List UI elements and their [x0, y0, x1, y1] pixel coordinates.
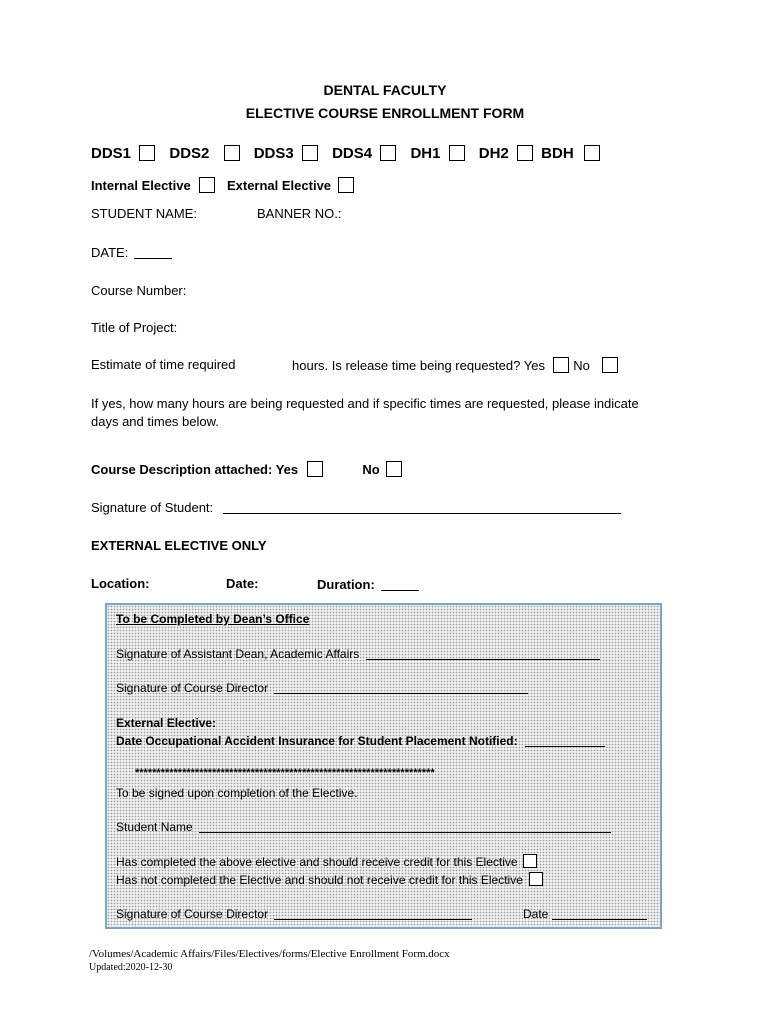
final-date-label: Date	[523, 907, 549, 921]
dean-student-name-row	[116, 820, 611, 834]
release-no-label: No	[573, 358, 590, 373]
duration-field	[317, 576, 419, 592]
program-dds3-label: DDS3	[253, 145, 294, 162]
form-title-line1: DENTAL FACULTY	[323, 82, 447, 98]
has-completed-row	[116, 854, 537, 869]
release-time-question: hours. Is release time being requested? Yes	[292, 358, 545, 373]
date-field	[91, 244, 172, 260]
has-not-completed-checkbox[interactable]	[529, 872, 543, 886]
assistant-dean-signature-line[interactable]	[366, 647, 600, 660]
external-elective-checkbox[interactable]	[338, 177, 354, 193]
program-dds1-checkbox[interactable]	[139, 145, 155, 161]
has-completed-label: Has completed the above elective and should receive credit for this Elective	[116, 855, 518, 869]
course-director-signature-line[interactable]	[274, 681, 528, 694]
duration-input-line[interactable]	[381, 576, 419, 591]
program-dds1-label: DDS1	[91, 145, 132, 162]
dean-student-name-line[interactable]	[199, 820, 611, 833]
program-dh1-checkbox[interactable]	[449, 145, 465, 161]
program-bdh-label: BDH	[541, 145, 574, 162]
internal-elective-label: Internal Elective	[91, 178, 191, 193]
release-yes-checkbox[interactable]	[553, 357, 569, 373]
student-signature-line[interactable]	[223, 499, 621, 514]
if-yes-text-line2: days and times below.	[91, 414, 219, 429]
insurance-date-line[interactable]	[525, 734, 605, 747]
footer-updated: Updated:2020-12-30	[89, 962, 173, 973]
has-completed-checkbox[interactable]	[523, 854, 537, 868]
banner-no-label: BANNER NO.:	[257, 206, 342, 221]
student-signature-row	[91, 499, 621, 515]
release-no-checkbox[interactable]	[602, 357, 618, 373]
location-label: Location:	[91, 576, 150, 591]
release-time-row	[292, 357, 618, 373]
course-description-row	[91, 461, 402, 477]
date-input-line[interactable]	[134, 244, 172, 259]
external-date-label: Date:	[226, 576, 259, 591]
course-director-signature-label: Signature of Course Director	[116, 681, 269, 695]
assistant-dean-signature-label: Signature of Assistant Dean, Academic Affairs	[116, 647, 360, 661]
final-course-director-signature-label: Signature of Course Director	[116, 907, 269, 921]
final-date-line[interactable]	[552, 907, 647, 920]
insurance-label: Date Occupational Accident Insurance for Student Placement Notified:	[116, 734, 518, 748]
elective-type-row	[91, 177, 354, 193]
final-date-row	[523, 907, 647, 921]
final-course-director-signature-row	[116, 907, 472, 921]
date-label: DATE:	[91, 245, 129, 260]
program-dh2-label: DH2	[478, 145, 509, 162]
final-course-director-signature-line[interactable]	[274, 907, 472, 920]
insurance-row	[116, 734, 605, 748]
form-title-line2: ELECTIVE COURSE ENROLLMENT FORM	[245, 105, 525, 121]
external-elective-sublabel: External Elective:	[116, 716, 217, 730]
external-elective-label: External Elective	[226, 178, 332, 193]
student-name-label: STUDENT NAME:	[91, 206, 197, 221]
duration-label: Duration:	[317, 577, 375, 592]
title-of-project-label: Title of Project:	[91, 320, 178, 335]
course-director-signature-row	[116, 681, 528, 695]
program-dds2-label: DDS2	[169, 145, 210, 162]
has-not-completed-row	[116, 872, 543, 887]
if-yes-text-line1: If yes, how many hours are being requested and if specific times are requested, please indicate	[91, 396, 639, 411]
deans-office-box	[105, 603, 662, 929]
program-dh2-checkbox[interactable]	[517, 145, 533, 161]
course-description-label: Course Description attached: Yes	[91, 462, 299, 477]
program-dds2-checkbox[interactable]	[224, 145, 240, 161]
course-description-no-label: No	[362, 462, 380, 477]
program-dh1-label: DH1	[410, 145, 441, 162]
internal-elective-checkbox[interactable]	[199, 177, 215, 193]
course-number-label: Course Number:	[91, 283, 187, 298]
program-row	[91, 145, 600, 162]
program-dds4-checkbox[interactable]	[380, 145, 396, 161]
estimate-time-label: Estimate of time required	[91, 357, 236, 372]
program-bdh-checkbox[interactable]	[584, 145, 600, 161]
program-dds3-checkbox[interactable]	[302, 145, 318, 161]
course-description-yes-checkbox[interactable]	[307, 461, 323, 477]
course-description-no-checkbox[interactable]	[386, 461, 402, 477]
assistant-dean-signature-row	[116, 647, 600, 661]
signed-upon-completion-text: To be signed upon completion of the Elective.	[116, 786, 358, 800]
deans-office-heading: To be Completed by Dean’s Office	[116, 612, 310, 626]
separator-stars: **********************************************************************	[135, 767, 435, 779]
dean-student-name-label: Student Name	[116, 820, 193, 834]
student-signature-label: Signature of Student:	[91, 500, 214, 515]
footer-file-path: /Volumes/Academic Affairs/Files/Electives/forms/Elective Enrollment Form.docx	[89, 948, 450, 960]
program-dds4-label: DDS4	[332, 145, 373, 162]
has-not-completed-label: Has not completed the Elective and should not receive credit for this Elective	[116, 873, 523, 887]
external-elective-heading: EXTERNAL ELECTIVE ONLY	[91, 538, 267, 553]
